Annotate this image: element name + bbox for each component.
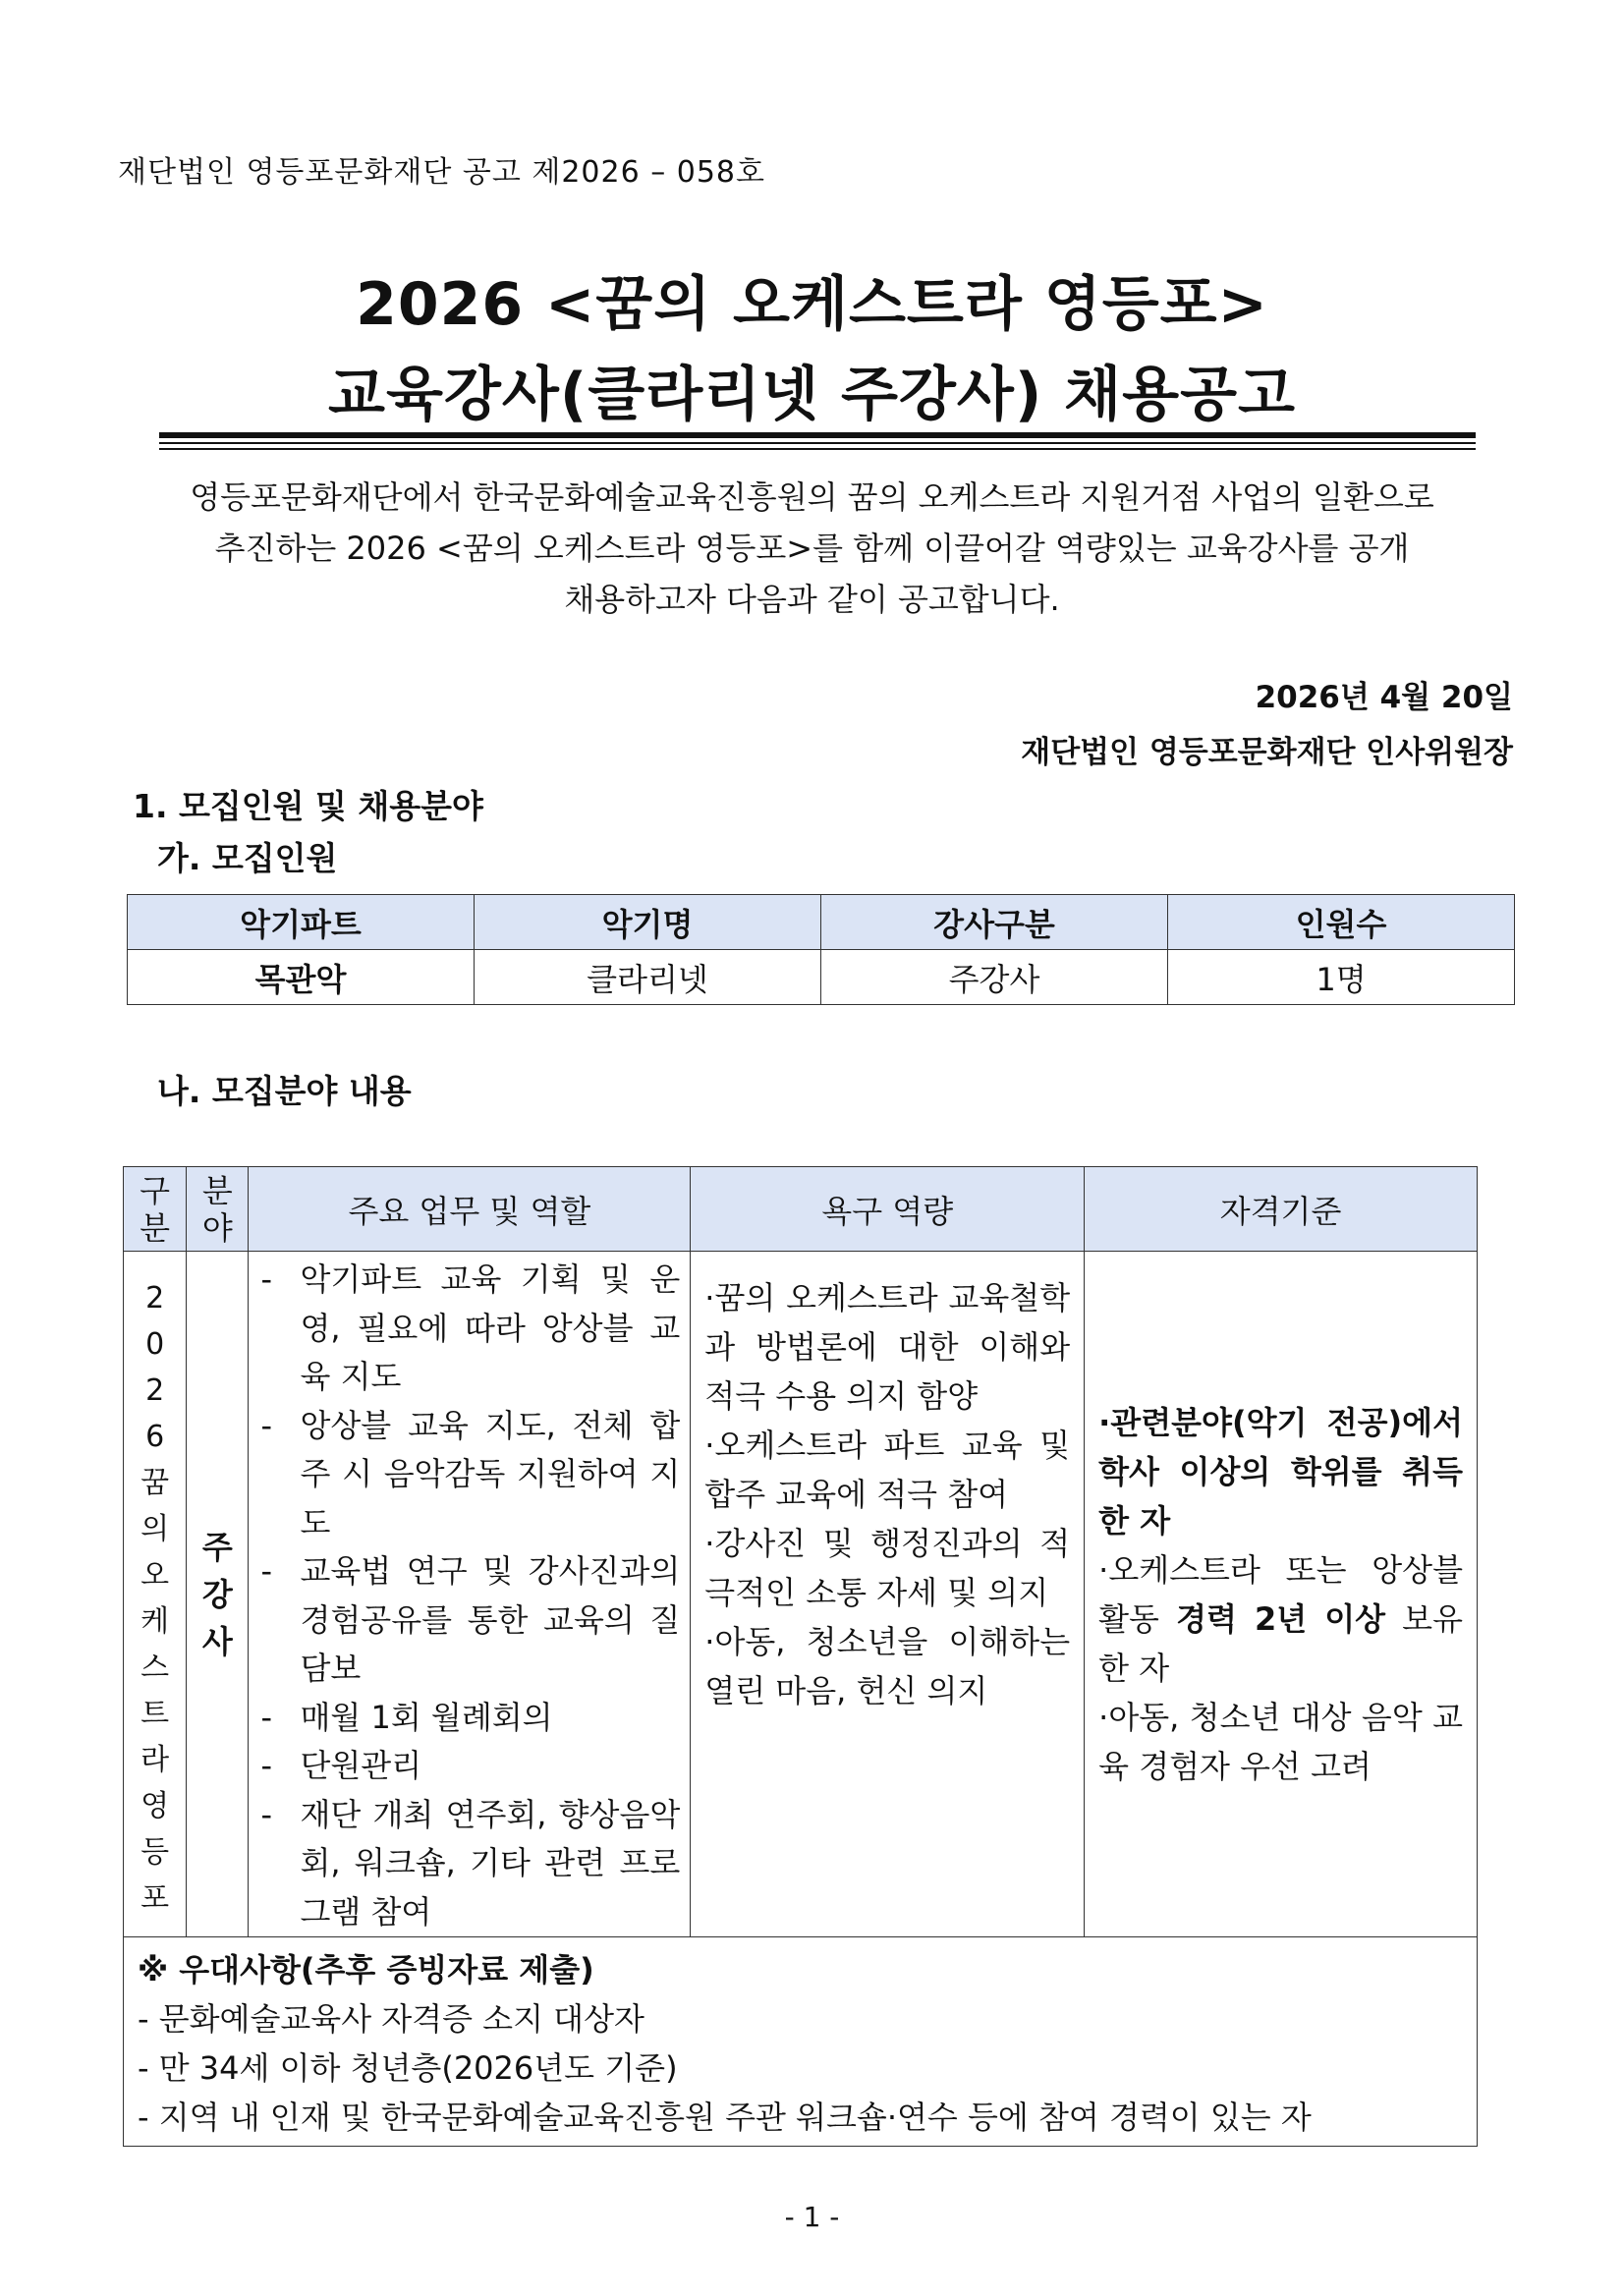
category-char: 꿈 <box>140 1465 170 1500</box>
duty-item: - 재단 개최 연주회, 향상음악회, 워크숍, 기타 관련 프로그램 참여 <box>260 1791 680 1937</box>
page-number: - 1 - <box>784 2201 840 2233</box>
cell-qualification <box>1085 1252 1478 1937</box>
header-char: 구 <box>140 1171 171 1209</box>
intro-line: 추진하는 2026 <꿈의 오케스트라 영등포>를 함께 이끌어갈 역량있는 교육강사를 공개 <box>214 530 1410 567</box>
field-char: 강 <box>201 1575 233 1613</box>
cell-instrument-part: 목관악 <box>128 950 475 1005</box>
competency-item: ·강사진 및 행정진과의 적극적인 소통 자세 및 의지 <box>704 1525 1071 1611</box>
title-rule-thin-2 <box>159 448 1476 450</box>
qualification-preference: ·아동, 청소년 대상 음악 교육 경험자 우선 고려 <box>1098 1698 1463 1785</box>
preference-item: - 지역 내 인재 및 한국문화예술교육진흥원 주관 워크숍·연수 등에 참여 경력이 있는 자 <box>138 2099 1312 2136</box>
cell-competency <box>691 1252 1085 1937</box>
qualification-emphasis: 경력 2년 이상 <box>1176 1599 1386 1638</box>
category-char: 의 <box>140 1511 170 1546</box>
duty-item: - 매월 1회 월례회의 <box>260 1694 680 1743</box>
duty-item: - 앙상블 교육 지도, 전체 합주 시 음악감독 지원하여 지도 <box>260 1402 680 1548</box>
header-headcount: 인원수 <box>1168 895 1515 950</box>
category-char: 포 <box>140 1880 170 1916</box>
duty-text: 앙상블 교육 지도, 전체 합주 시 음악감독 지원하여 지도 <box>300 1406 681 1541</box>
issuer: 재단법인 영등포문화재단 인사위원장 <box>1021 735 1513 770</box>
header-instructor-type: 강사구분 <box>821 895 1168 950</box>
header-char: 분 <box>140 1208 171 1247</box>
competency-item: ·아동, 청소년을 이해하는 열린 마음, 헌신 의지 <box>704 1623 1071 1709</box>
title-line-2: 교육강사(클라리넷 주강사) 채용공고 <box>327 361 1297 429</box>
duty-text: 악기파트 교육 기획 및 운영, 필요에 따라 앙상블 교육 지도 <box>300 1260 681 1395</box>
category-char: 2 <box>145 1280 165 1316</box>
qualification-experience <box>1098 1545 1463 1693</box>
section-1-heading: 1. 모집인원 및 채용분야 <box>133 787 483 825</box>
preference-item: - 만 34세 이하 청년층(2026년도 기준) <box>138 2049 678 2087</box>
subsection-b-heading: 나. 모집분야 내용 <box>157 1072 412 1110</box>
category-char: 케 <box>140 1603 170 1639</box>
field-char: 주 <box>201 1528 233 1566</box>
duty-text: 교육법 연구 및 강사진과의 경험공유를 통한 교육의 질 담보 <box>300 1552 681 1687</box>
cell-headcount: 1명 <box>1168 950 1515 1005</box>
title-line-1: 2026 <꿈의 오케스트라 영등포> <box>356 270 1268 339</box>
duty-text: 재단 개최 연주회, 향상음악회, 워크숍, 기타 관련 프로그램 참여 <box>300 1795 681 1931</box>
field-char: 사 <box>201 1622 233 1660</box>
cell-preferences <box>124 1937 1478 2147</box>
table-row <box>128 950 1515 1005</box>
competency-item: ·오케스트라 파트 교육 및 합주 교육에 적극 참여 <box>704 1427 1071 1513</box>
cell-instructor-type: 주강사 <box>821 950 1168 1005</box>
subsection-a-heading: 가. 모집인원 <box>157 839 338 877</box>
recruitment-detail-table <box>123 1166 1478 2147</box>
notice-date: 2026년 4월 20일 <box>1255 680 1513 715</box>
duty-item: - 단원관리 <box>260 1742 680 1791</box>
cell-instrument-name: 클라리넷 <box>475 950 821 1005</box>
duty-item: - 악기파트 교육 기획 및 운영, 필요에 따라 앙상블 교육 지도 <box>260 1256 680 1402</box>
category-char: 영 <box>140 1788 170 1823</box>
qualification-text: 보유한 자 <box>1098 1599 1463 1687</box>
header-instrument-name: 악기명 <box>475 895 821 950</box>
category-char: 스 <box>140 1650 170 1685</box>
qualification-degree: ·관련분야(악기 전공)에서 학사 이상의 학위를 취득한 자 <box>1098 1403 1463 1540</box>
table-header-row <box>124 1167 1478 1252</box>
category-char: 오 <box>140 1557 170 1593</box>
table-row <box>124 1252 1478 1937</box>
header-char: 분 <box>201 1171 233 1209</box>
cell-duties <box>249 1252 691 1937</box>
cell-category <box>124 1252 187 1937</box>
notice-reference: 재단법인 영등포문화재단 공고 제2026 – 058호 <box>118 155 765 190</box>
category-char: 트 <box>140 1696 170 1731</box>
header-duties: 주요 업무 및 역할 <box>249 1167 691 1252</box>
cell-field <box>187 1252 249 1937</box>
intro-paragraph <box>118 472 1506 625</box>
intro-line: 채용하고자 다음과 같이 공고합니다. <box>564 581 1060 618</box>
header-category <box>124 1167 187 1252</box>
category-char: 6 <box>145 1419 165 1454</box>
header-instrument-part: 악기파트 <box>128 895 475 950</box>
preference-item: - 문화예술교육사 자격증 소지 대상자 <box>138 2000 644 2038</box>
header-field <box>187 1167 249 1252</box>
title-rule-thick <box>159 432 1476 438</box>
preference-heading: ※ 우대사항(추후 증빙자료 제출) <box>138 1951 594 1988</box>
intro-line: 영등포문화재단에서 한국문화예술교육진흥원의 꿈의 오케스트라 지원거점 사업의 일환으로 <box>190 478 1434 516</box>
header-char: 야 <box>201 1208 233 1247</box>
duty-item: - 교육법 연구 및 강사진과의 경험공유를 통한 교육의 질 담보 <box>260 1547 680 1694</box>
header-competency: 욕구 역량 <box>691 1167 1085 1252</box>
category-char: 라 <box>140 1742 170 1777</box>
competency-item: ·꿈의 오케스트라 교육철학과 방법론에 대한 이해와 적극 수용 의지 함양 <box>704 1279 1071 1415</box>
title-rule-thin <box>159 442 1476 444</box>
header-qualification: 자격기준 <box>1085 1167 1478 1252</box>
table-header-row <box>128 895 1515 950</box>
category-char: 등 <box>140 1834 170 1870</box>
duty-text: 매월 1회 월례회의 <box>300 1698 553 1736</box>
duty-text: 단원관리 <box>300 1747 422 1784</box>
category-char: 2 <box>145 1372 165 1408</box>
qualification-text: ·오케스트라 또는 앙상블 활동 <box>1098 1550 1463 1638</box>
recruitment-table <box>127 894 1515 1005</box>
preference-row <box>124 1937 1478 2147</box>
category-char: 0 <box>145 1326 165 1362</box>
